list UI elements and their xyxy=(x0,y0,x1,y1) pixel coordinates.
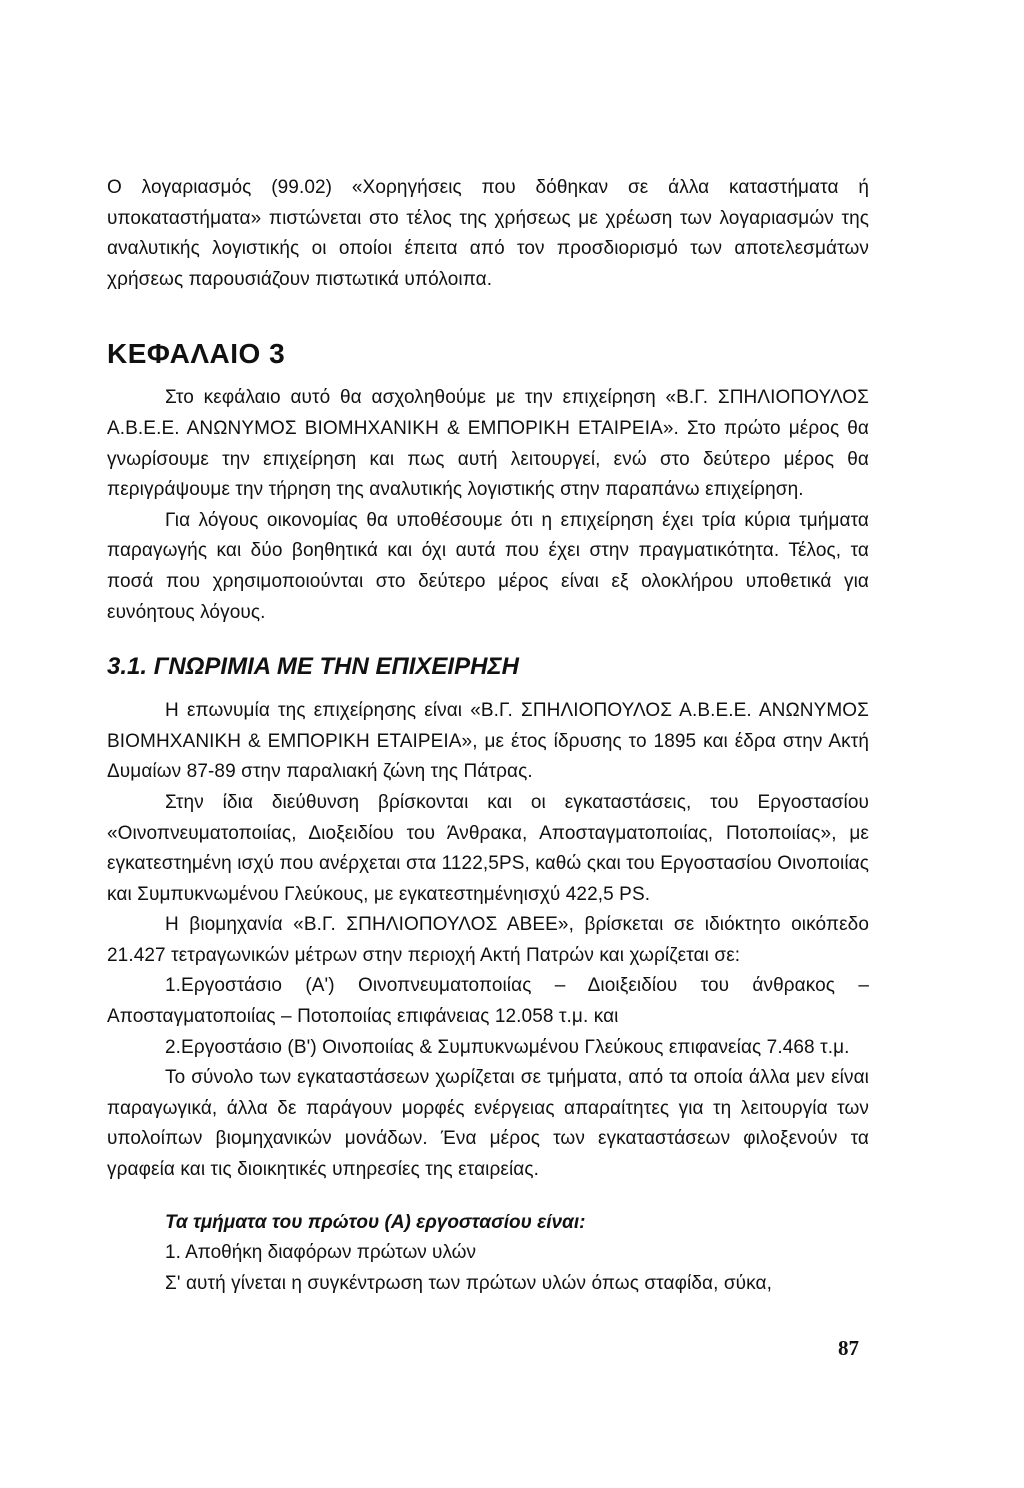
department-item-1: 1. Αποθήκη διαφόρων πρώτων υλών xyxy=(165,1242,476,1264)
document-page xyxy=(107,173,869,1299)
section-paragraph-2: Στην ίδια διεύθυνση βρίσκονται και οι εγκαταστάσεις, του Εργοστασίου «Οινοπνευματοποιίας, Διοξειδίου του Άνθρακα, Αποσταγματοποιίας, Ποτοποιίας», με εγκατεστημένη ισχύ που ανέρχεται στα 1122,5PS, καθώ ςκαι του Εργοστασίου Οινοποιίας και Συμπυκνωμένου Γλεύκους, με εγκατεστημένηισχύ 422,5 PS. xyxy=(107,791,869,905)
section-title: 3.1. ΓΝΩΡΙΜΙΑ ΜΕ ΤΗΝ ΕΠΙΧΕΙΡΗΣΗ xyxy=(107,653,519,681)
chapter-paragraph-2: Για λόγους οικονομίας θα υποθέσουμε ότι η επιχείρηση έχει τρία κύρια τμήματα παραγωγής και δύο βοηθητικά και όχι αυτά που έχει στην πραγματικότητα. Τέλος, τα ποσά που χρησιμοποιούνται στο δεύτερο μέρος είναι εξ ολοκλήρου υποθετικά για ευνόητους λόγους. xyxy=(107,509,869,623)
factory-a-item: 1.Εργοστάσιο (Α') Οινοπνευματοποιίας – Διοιξειδίου του άνθρακος – Αποσταγματοποιίας – Ποτοποιίας επιφάνειας 12.058 τ.μ. και xyxy=(107,975,869,1028)
section-paragraph-3: Η βιομηχανία «Β.Γ. ΣΠΗΛΙΟΠΟΥΛΟΣ ΑΒΕΕ», βρίσκεται σε ιδιόκτητο οικόπεδο 21.427 τετραγωνικών μέτρων στην περιοχή Ακτή Πατρών και χωρίζεται σε: xyxy=(107,914,869,966)
chapter-title: ΚΕΦΑΛΑΙΟ 3 xyxy=(107,338,286,370)
section-paragraph-1: Η επωνυμία της επιχείρησης είναι «Β.Γ. ΣΠΗΛΙΟΠΟΥΛΟΣ Α.Β.Ε.Ε. ΑΝΩΝΥΜΟΣ ΒΙΟΜΗΧΑΝΙΚΗ & ΕΜΠΟΡΙΚΗ ΕΤΑΙΡΕΙΑ», με έτος ίδρυσης το 1895 και έδρα στην Ακτή Δυμαίων 87-89 στην παραλιακή ζώνη της Πάτρας. xyxy=(107,700,869,783)
departments-heading: Τα τμήματα του πρώτου (Α) εργοστασίου είναι: xyxy=(165,1211,586,1233)
section-paragraph-6: Το σύνολο των εγκαταστάσεων χωρίζεται σε τμήματα, από τα οποία άλλα μεν είναι παραγωγικά, άλλα δε παράγουν μορφές ενέργειας απαραίτητες για τη λειτουργία των υπολοίπων βιομηχανικών μονάδων. Ένα μέρος των εγκαταστάσεων φιλοξενούν τα γραφεία και τις διοικητικές υπηρεσίες της εταιρείας. xyxy=(107,1067,869,1181)
factory-b-item: 2.Εργοστάσιο (Β') Οινοποιίας & Συμπυκνωμένου Γλεύκους επιφανείας 7.468 τ.μ. xyxy=(165,1036,850,1058)
department-item-1-text: Σ' αυτή γίνεται η συγκέντρωση των πρώτων υλών όπως σταφίδα, σύκα, xyxy=(165,1272,773,1294)
page-number: 87 xyxy=(838,1336,859,1360)
intro-paragraph: Ο λογαριασμός (99.02) «Χορηγήσεις που δόθηκαν σε άλλα καταστήματα ή υποκαταστήματα» πιστώνεται στο τέλος της χρήσεως με χρέωση των λογαριασμών της αναλυτικής λογιστικής οι οποίοι έπειτα από τον προσδιορισμό των αποτελεσμάτων χρήσεως παρουσιάζουν πιστωτικά υπόλοιπα. xyxy=(107,177,869,290)
chapter-paragraph-1: Στο κεφάλαιο αυτό θα ασχοληθούμε με την επιχείρηση «Β.Γ. ΣΠΗΛΙΟΠΟΥΛΟΣ Α.Β.Ε.Ε. ΑΝΩΝΥΜΟΣ ΒΙΟΜΗΧΑΝΙΚΗ & ΕΜΠΟΡΙΚΗ ΕΤΑΙΡΕΙΑ». Στο πρώτο μέρος θα γνωρίσουμε την επιχείρηση και πως αυτή λειτουργεί, ενώ στο δεύτερο μέρος θα περιγράψουμε την τήρηση της αναλυτικής λογιστικής στην παραπάνω επιχείρηση. xyxy=(107,387,869,501)
